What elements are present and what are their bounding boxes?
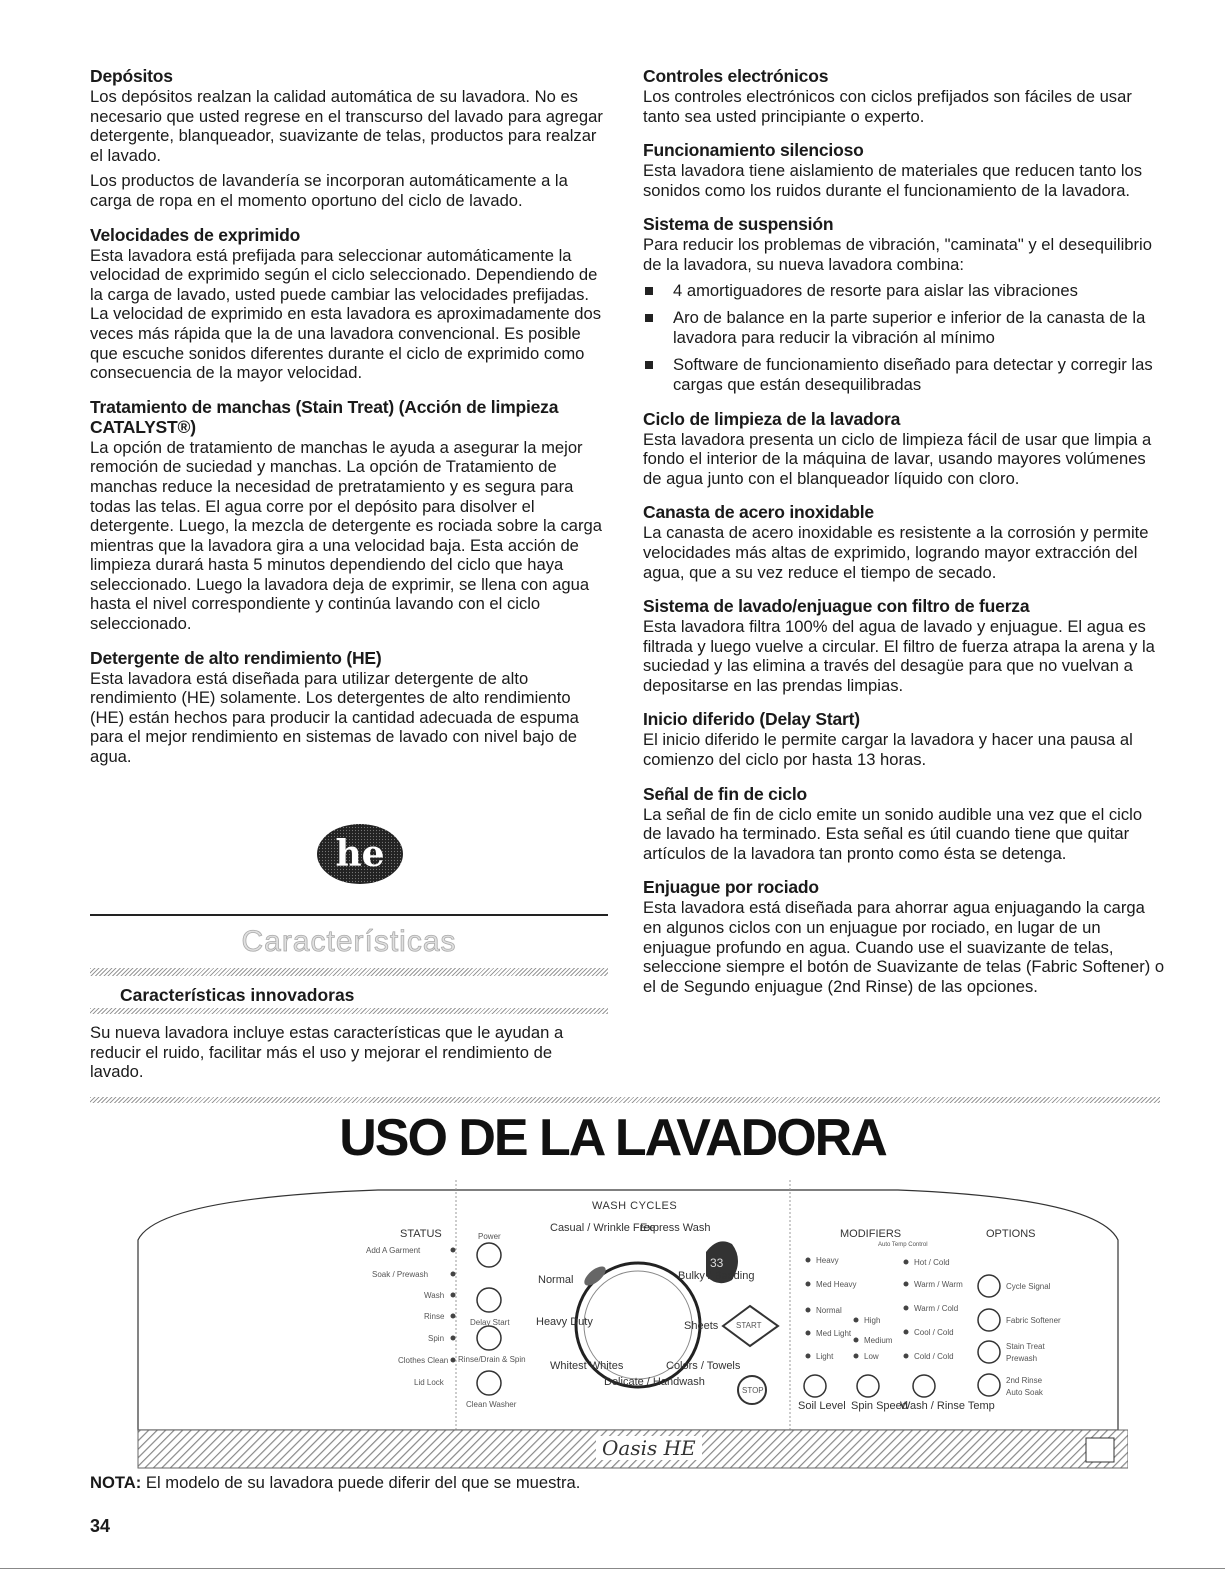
spin-item: Low	[864, 1352, 879, 1361]
section-paragraph: La opción de tratamiento de manchas le ayuda a asegurar la mejor remoción de suciedad y manchas. La opción de Tratamiento de manchas reduce la necesidad de pretratamiento y es segura para todas las telas. El agua corre por el depósito para disolver el detergente. Luego, la mezcla de detergente es rociada sobre la carga mientras que la lavadora gira a una velocidad baja. Esta acción de limpieza durará hasta 5 minutos dependiendo del ciclo que haya seleccionado. Luego la lavadora deja de exprimir, se llena con agua hasta el nivel correspondiente y continúa lavando con el ciclo seleccionado.	[90, 437, 602, 634]
section-heading: Canasta de acero inoxidable	[643, 502, 874, 523]
option-item: 2nd Rinse	[1006, 1376, 1043, 1385]
section-heading: Señal de fin de ciclo	[643, 783, 808, 804]
temp-item: Warm / Cold	[914, 1304, 959, 1313]
cycle-label: Normal	[538, 1274, 574, 1286]
left-column	[90, 62, 608, 773]
stop-label: STOP	[742, 1386, 764, 1395]
wash-rinse-temp-label: Wash / Rinse Temp	[900, 1400, 995, 1412]
cycle-time-display: 33	[710, 1256, 724, 1270]
control-panel-illustration	[118, 1180, 1128, 1470]
option-item: Auto Soak	[1006, 1388, 1043, 1397]
option-item: Stain Treat	[1006, 1342, 1045, 1351]
spin-item: Medium	[864, 1336, 893, 1345]
status-item: Rinse	[424, 1312, 445, 1321]
section-paragraph: Los controles electrónicos con ciclos prefijados son fáciles de usar tanto sea usted principiante o experto.	[643, 87, 1132, 126]
rinse-drain-spin-label: Rinse/Drain & Spin	[458, 1355, 526, 1364]
section-paragraph: Esta lavadora está diseñada para utilizar detergente de alto rendimiento (HE) solamente. Los detergentes de alto rendimiento (HE) están hechos para producir la cantidad adecuada de espuma para el mejor rendimiento en sistemas de lavado con nivel bajo de agua.	[90, 668, 579, 767]
page-number: 34	[90, 1516, 111, 1536]
section-paragraph: Esta lavadora tiene aislamiento de materiales que reducen tanto los sonidos como los ruidos durante el funcionamiento de la lavadora.	[643, 161, 1143, 200]
auto-temp-label: Auto Temp Control	[878, 1242, 928, 1248]
note	[90, 1473, 580, 1493]
delay-start-label: Delay Start	[470, 1318, 510, 1327]
section-heading: Tratamiento de manchas (Stain Treat) (Acción de limpieza CATALYST®)	[90, 396, 559, 437]
brand-logo: Oasis HE	[596, 1436, 702, 1460]
cycle-label: Sheets	[684, 1320, 719, 1332]
section-paragraph: Los productos de lavandería se incorporan automáticamente a la carga de ropa en el momento oportuno del ciclo de lavado.	[90, 171, 568, 210]
spin-item: High	[864, 1316, 881, 1325]
section-heading: Controles electrónicos	[643, 66, 829, 86]
section-heading: Detergente de alto rendimiento (HE)	[90, 647, 382, 668]
section-heading: Sistema de suspensión	[643, 214, 834, 235]
temp-item: Warm / Warm	[914, 1280, 963, 1289]
bullet-item: 4 amortiguadores de resorte para aislar las vibraciones	[643, 281, 1165, 301]
status-title: STATUS	[400, 1228, 442, 1240]
modifiers-title: MODIFIERS	[840, 1228, 902, 1240]
option-item: Prewash	[1006, 1354, 1038, 1363]
status-item: Soak / Prewash	[372, 1270, 429, 1279]
section-heading: Funcionamiento silencioso	[643, 140, 864, 161]
intro-paragraph: Su nueva lavadora incluye estas características que le ayudan a reducir el ruido, facilitar más el uso y mejorar el rendimiento de lavado.	[90, 1023, 564, 1082]
bullet-item: Software de funcionamiento diseñado para detectar y corregir las cargas que están desequilibradas	[643, 355, 1165, 394]
clean-washer-label: Clean Washer	[466, 1400, 517, 1409]
svg-text:he: he	[335, 833, 385, 875]
section-paragraph: Los depósitos realzan la calidad automática de su lavadora. No es necesario que usted regrese en el transcurso del lavado para agregar detergente, blanqueador, suavizante de telas, productos para realzar el lavado.	[90, 87, 603, 165]
status-item: Wash	[424, 1291, 445, 1300]
section-title: Características	[241, 925, 457, 958]
section-heading: Velocidades de exprimido	[90, 224, 301, 245]
soil-item: Light	[816, 1352, 834, 1361]
cycle-label: Delicate / Handwash	[604, 1376, 705, 1388]
option-item: Fabric Softener	[1006, 1316, 1061, 1325]
soil-item: Med Light	[816, 1329, 852, 1338]
soil-item: Med Heavy	[816, 1280, 857, 1289]
hatch-divider	[90, 1008, 608, 1014]
subsection-title: Características innovadoras	[120, 985, 355, 1005]
right-column	[643, 62, 1165, 1002]
bullet-list	[643, 281, 1165, 395]
status-item: Spin	[428, 1334, 445, 1343]
section-paragraph: Esta lavadora está prefijada para seleccionar automáticamente la velocidad de exprimido según el ciclo seleccionado. Dependiendo de la carga de lavado, usted puede cambiar las velocidades prefijadas. La velocidad de exprimido en esta lavadora es aproximadamente dos veces más rápida que la de una lavadora convencional. Es posible que escuche sonidos diferentes durante el ciclo de exprimido como consecuencia de la mayor velocidad.	[90, 245, 602, 383]
temp-item: Hot / Cold	[914, 1258, 950, 1267]
section-heading: Inicio diferido (Delay Start)	[643, 709, 860, 730]
status-item: Lid Lock	[414, 1378, 444, 1387]
cycle-label: Casual / Wrinkle Free	[550, 1222, 656, 1234]
note-text: El modelo de su lavadora puede diferir del que se muestra.	[141, 1473, 581, 1492]
section-paragraph: Esta lavadora presenta un ciclo de limpieza fácil de usar que limpia a fondo el interior de la máquina de lavar, usando mayores volúmenes de agua junto con el blanqueador líquido con cloro.	[643, 429, 1152, 488]
cycle-label: Bulky / Bedding	[678, 1270, 755, 1282]
cycle-label: Whitest Whites	[550, 1360, 624, 1372]
cycle-label: Heavy Duty	[536, 1316, 593, 1328]
soil-item: Heavy	[816, 1256, 839, 1265]
wash-cycles-title: WASH CYCLES	[592, 1200, 678, 1212]
section-paragraph: El inicio diferido le permite cargar la lavadora y hacer una pausa al comienzo del ciclo por hasta 13 horas.	[643, 730, 1133, 770]
section-paragraph: Esta lavadora filtra 100% del agua de lavado y enjuague. El agua es filtrada y luego vuelve a circular. El filtro de fuerza atrapa la arena y la suciedad y las elimina a través del desagüe para que no vuelvan a depositarse en las prendas limpias.	[643, 617, 1155, 695]
main-title: USO DE LA LAVADORA	[339, 1109, 886, 1167]
bullet-item: Aro de balance en la parte superior e inferior de la canasta de la lavadora para reducir la vibración al mínimo	[643, 308, 1165, 347]
cycle-label: Colors / Towels	[666, 1360, 741, 1372]
hatch-divider	[90, 968, 608, 976]
temp-item: Cool / Cold	[914, 1328, 954, 1337]
status-item: Clothes Clean	[398, 1356, 449, 1365]
note-label: NOTA:	[90, 1473, 142, 1492]
section-heading: Ciclo de limpieza de la lavadora	[643, 408, 901, 429]
spin-speed-label: Spin Speed	[851, 1400, 908, 1412]
hatch-divider	[90, 1097, 1160, 1103]
bottom-rule	[0, 1568, 1225, 1569]
section-heading: Enjuague por rociado	[643, 877, 819, 898]
power-label: Power	[478, 1232, 501, 1241]
soil-item: Normal	[816, 1306, 842, 1315]
section-paragraph: Esta lavadora está diseñada para ahorrar agua enjuagando la carga en algunos ciclos con un enjuague por rociado, en lugar de un enjuague profundo en agua. Cuando use el suavizante de telas, seleccione siempre el botón de Suavizante de telas (Fabric Softener) o el de Segundo enjuague (2nd Rinse) de las opciones.	[643, 898, 1165, 996]
temp-item: Cold / Cold	[914, 1352, 954, 1361]
section-paragraph: Para reducir los problemas de vibración, "caminata" y el desequilibrio de la lavadora, su nueva lavadora combina:	[643, 235, 1152, 274]
soil-level-label: Soil Level	[798, 1400, 846, 1412]
section-heading: Sistema de lavado/enjuague con filtro de fuerza	[643, 596, 1030, 617]
status-item: Add A Garment	[366, 1246, 421, 1255]
section-paragraph: La señal de fin de ciclo emite un sonido audible una vez que el ciclo de lavado ha terminado. Esta señal es útil cuando tiene que quitar artículos de la lavadora tan pronto como ésta se detenga.	[643, 804, 1143, 863]
cycle-label: Express Wash	[640, 1222, 711, 1234]
start-label: START	[736, 1321, 762, 1330]
options-title: OPTIONS	[986, 1228, 1036, 1240]
he-logo-icon	[315, 820, 405, 888]
option-item: Cycle Signal	[1006, 1282, 1051, 1291]
section-divider	[90, 914, 608, 916]
section-heading: Depósitos	[90, 66, 173, 86]
section-paragraph: La canasta de acero inoxidable es resistente a la corrosión y permite velocidades más altas de exprimido, logrando mayor extracción del agua, que a su vez reduce el tiempo de secado.	[643, 523, 1149, 582]
